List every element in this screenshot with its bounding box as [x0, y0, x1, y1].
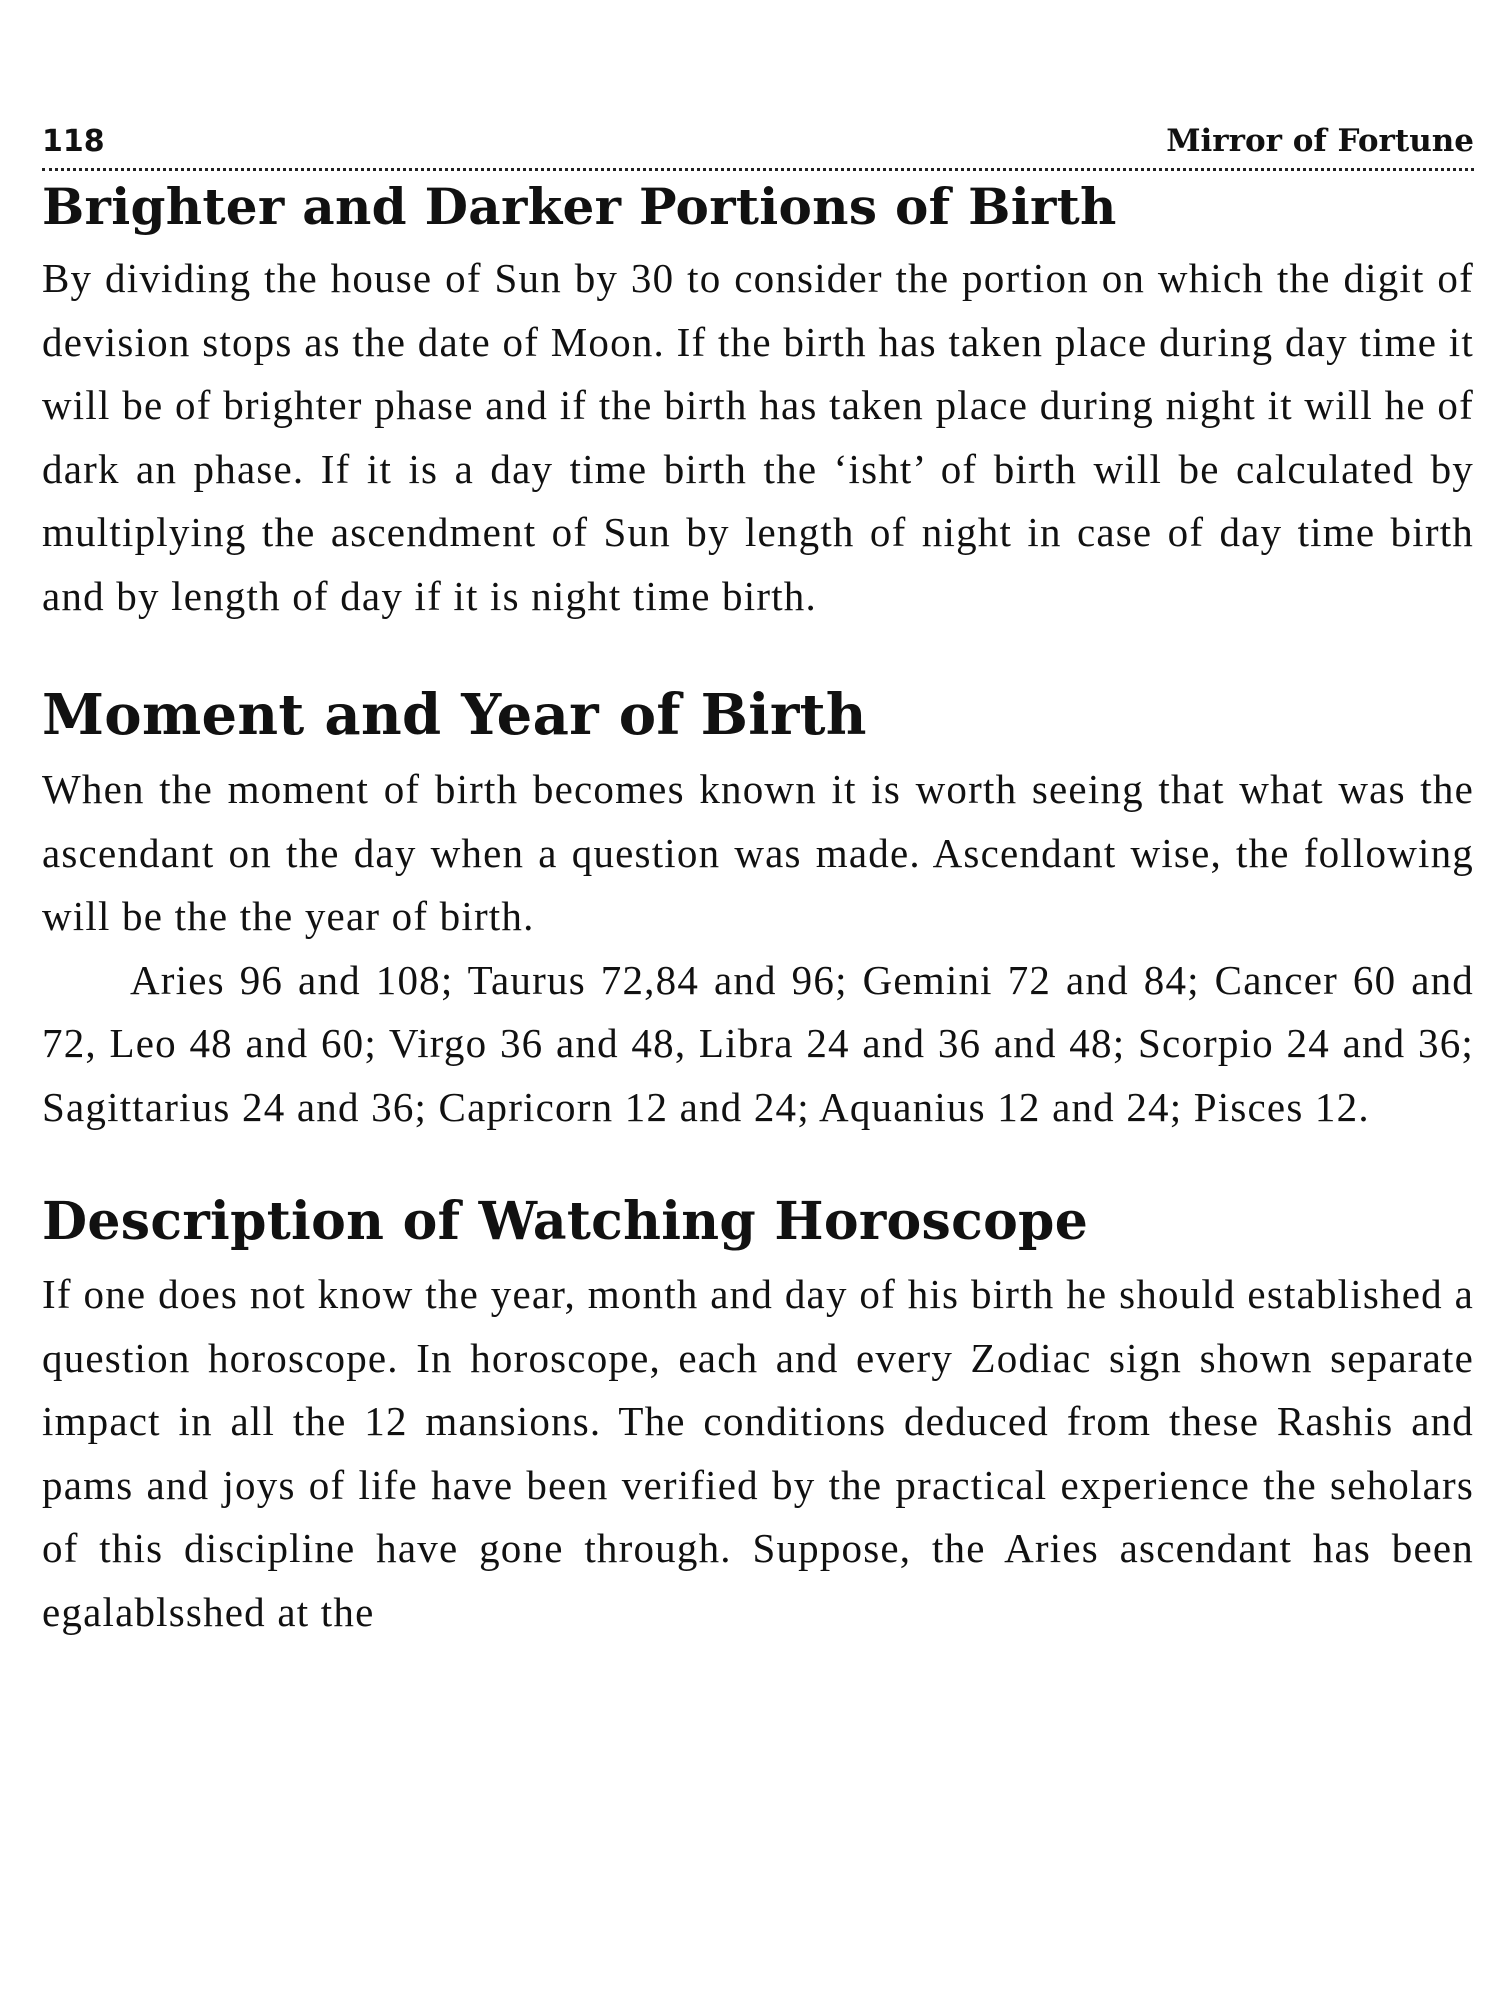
header-dotted-rule: [42, 168, 1474, 171]
book-page: [42, 120, 1474, 1644]
section-watching-horoscope: [42, 1189, 1474, 1644]
body-paragraph: If one does not know the year, month and day of his birth he should established a question horoscope. In horoscope, each and every Zodiac sign shown separate impact in all the 12 mansions. The conditions deduced from these Rashis and pams and joys of life have been verified by the practical experience the seholars of this discipline have gone through. Suppose, the Aries ascendant has been egalablsshed at the: [42, 1271, 1474, 1635]
section-heading: Description of Watching Horoscope: [42, 1191, 1089, 1252]
running-title: Mirror of Fortune: [1166, 123, 1474, 159]
section-heading: Moment and Year of Birth: [42, 682, 867, 748]
page-number: 118: [42, 124, 105, 159]
section-brighter-darker-portions: [42, 175, 1474, 628]
section-moment-year-of-birth: [42, 680, 1474, 1139]
body-paragraph: When the moment of birth becomes known it is worth seeing that what was the ascendant on the day when a question was made. Ascendant wise, the following will be the the year of birth.: [42, 766, 1474, 939]
body-paragraph: By dividing the house of Sun by 30 to consider the portion on which the digit of devision stops as the date of Moon. If the birth has taken place during day time it will be of brighter phase and if the birth has taken place during night it will he of dark an phase. If it is a day time birth the ‘isht’ of birth will be calculated by multiplying the ascendment of Sun by length of night in case of day time birth and by length of day if it is night time birth.: [42, 255, 1474, 619]
body-paragraph-ascendant-list: Aries 96 and 108; Taurus 72,84 and 96; Gemini 72 and 84; Cancer 60 and 72, Leo 48 and 60; Virgo 36 and 48, Libra 24 and 36 and 48; Scorpio 24 and 36; Sagittarius 24 and 36; Capricorn 12 and 24; Aquanius 12 and 24; Pisces 12.: [42, 956, 1474, 1130]
running-head: [42, 120, 1474, 162]
section-heading: Brighter and Darker Portions of Birth: [42, 177, 1117, 236]
